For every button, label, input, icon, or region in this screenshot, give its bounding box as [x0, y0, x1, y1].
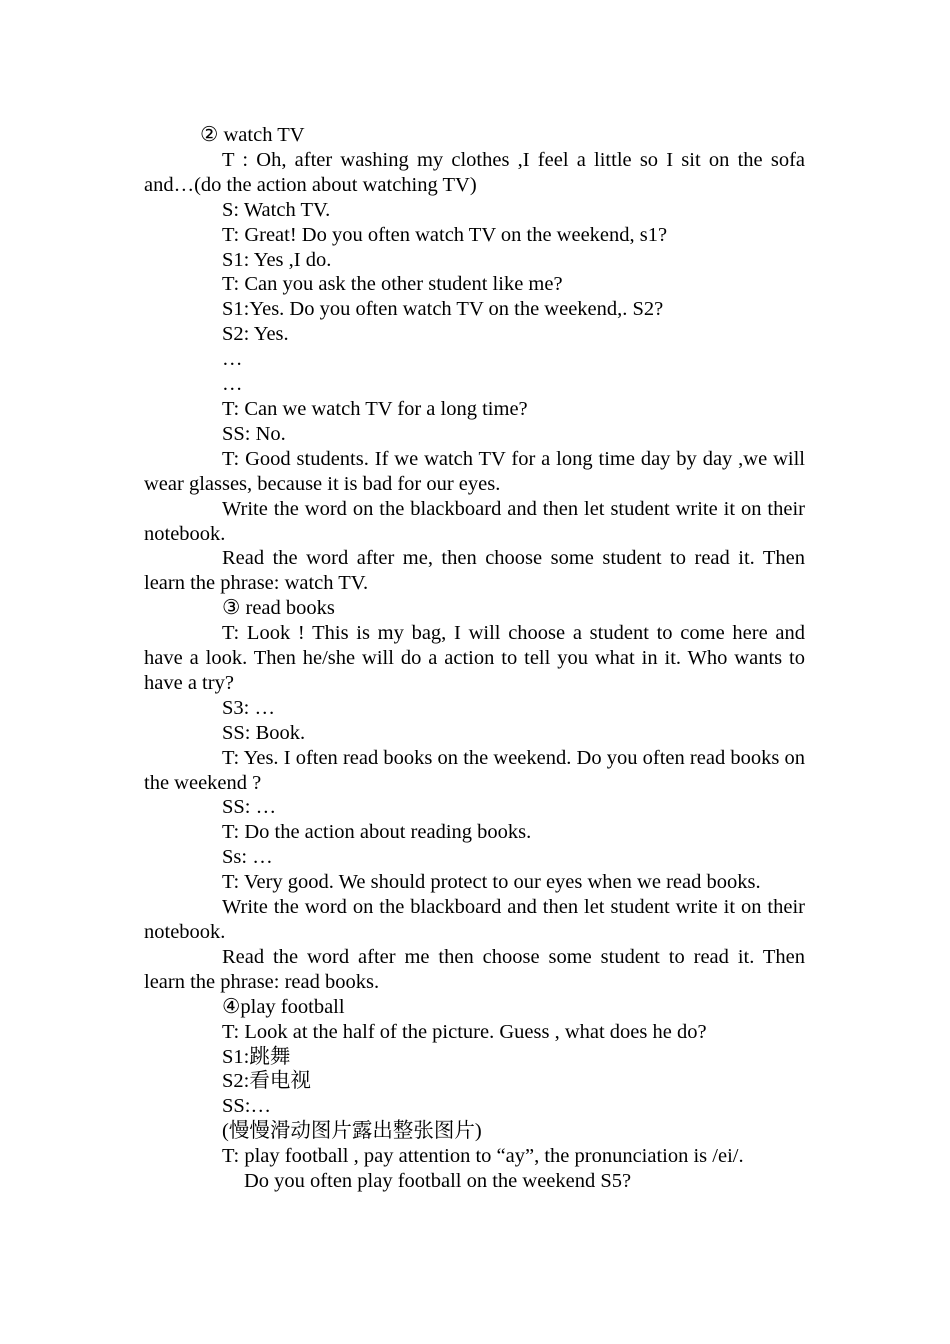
dialogue-line: S1:Yes. Do you often watch TV on the weekend,. S2?: [222, 298, 664, 321]
dialogue-line: Ss: …: [222, 846, 273, 869]
dialogue-line: T: play football , pay attention to “ay”, the pronunciation is /ei/.: [222, 1145, 744, 1168]
dialogue-line: SS: No.: [222, 422, 286, 445]
dialogue-line: S1:跳舞: [222, 1045, 291, 1068]
paragraph: Read the word after me then choose some student to read it. Then learn the phrase: read books.: [144, 945, 805, 993]
section-heading-watch-tv: ② watch TV: [200, 124, 305, 146]
paragraph: T: Very good. We should protect to our eyes when we read books.: [222, 871, 761, 894]
dialogue-block: [144, 1144, 805, 1194]
dialogue-line: SS: Book.: [222, 721, 306, 744]
paragraph: Read the word after me, then choose some student to read it. Then learn the phrase: watch TV.: [144, 547, 805, 595]
dialogue-line: S2: Yes.: [222, 323, 289, 346]
dialogue-line: T: Great! Do you often watch TV on the weekend, s1?: [222, 223, 668, 246]
dialogue-line: S3: …: [222, 696, 275, 719]
dialogue-line: SS:…: [222, 1095, 271, 1118]
ellipsis-line: …: [222, 373, 243, 396]
section-heading-play-football: ④play football: [222, 995, 345, 1018]
dialogue-continuation: Do you often play football on the weekend S5?: [244, 1170, 632, 1193]
dialogue-line: T: Can we watch TV for a long time?: [222, 397, 528, 420]
dialogue-line: SS: …: [222, 796, 277, 819]
dialogue-line: S: Watch TV.: [222, 198, 331, 221]
dialogue-line: T: Look at the half of the picture. Guess , what does he do?: [222, 1020, 707, 1043]
paragraph: T: Yes. I often read books on the weekend. Do you often read books on the weekend ?: [144, 746, 805, 794]
ellipsis-line: …: [222, 348, 243, 371]
dialogue-line: T: Do the action about reading books.: [222, 821, 532, 844]
paragraph: Write the word on the blackboard and then let student write it on their notebook.: [144, 497, 805, 545]
paragraph: T: Look ! This is my bag, I will choose a student to come here and have a look. Then he/she will do a action to tell you what in it. Who wants to have a try?: [144, 622, 805, 694]
dialogue-line: S2:看电视: [222, 1070, 311, 1093]
paragraph: Write the word on the blackboard and then let student write it on their notebook.: [144, 896, 805, 943]
dialogue-line: T: Can you ask the other student like me?: [222, 273, 563, 296]
paragraph: T : Oh, after washing my clothes ,I feel a little so I sit on the sofa and…(do the action about watching TV): [144, 148, 805, 196]
section-heading-read-books: ③ read books: [222, 597, 335, 620]
paragraph: T: Good students. If we watch TV for a long time day by day ,we will wear glasses, because it is bad for our eyes.: [144, 447, 805, 495]
document-page: [144, 123, 805, 1194]
stage-direction: (慢慢滑动图片露出整张图片): [222, 1120, 482, 1143]
dialogue-line: S1: Yes ,I do.: [222, 248, 332, 271]
